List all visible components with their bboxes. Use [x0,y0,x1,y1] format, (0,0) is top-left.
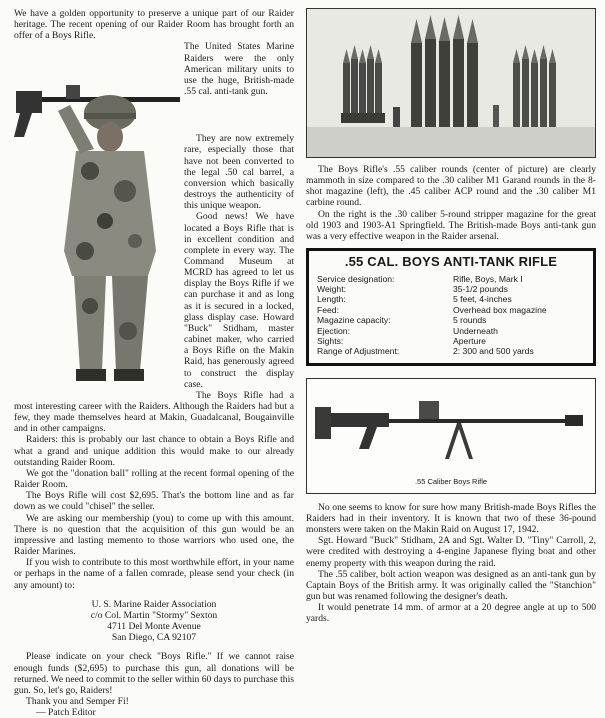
ammunition-photo [306,8,596,158]
designer-paragraph: The .55 caliber, bolt action weapon was designed as an anti-tank gun by Captain Boys of the British army. It was originally called the "Stanchion" gun but was renamed following the designer's death. [306,568,596,602]
spec-label: Weight: [317,283,346,294]
spec-value: 35-1/2 pounds [453,283,508,294]
spec-label: Feed: [317,304,339,315]
spec-value: Rifle, Boys, Mark I [453,273,523,284]
spec-value: Aperture [453,335,486,346]
rifle-photo [306,378,596,494]
membership-paragraph: We are asking our membership (you) to come up with this amount. There is no question that the acquisition of this gun would be an impressive and lasting memento to those warriors who used one, the Raider Marines. [14,512,294,558]
mailing-address [14,599,294,644]
spec-title: .55 CAL. BOYS ANTI-TANK RIFLE [344,254,558,270]
raiders-unique-paragraph: The United States Marine Raiders were the only American military units to use the huge, British-made .55 cal. anti-tank gun. [184,41,294,98]
good-news-paragraph: Good news! We have located a Boys Rifle that is in excellent condition and complete in every way. The Command Museum at MCRD has agreed to let us display the Boys Rifle if we can purchase it and as long as it is secured in a locked, glass display case. Howard "Buck" Stidham, master cabinet maker, who carried a Boys Rifle on the Makin Raid, has generously agreed to construct the display case. [184,211,294,390]
spec-row [317,284,585,294]
intro-paragraph: We have a golden opportunity to preserve a unique part of our Raider heritage. The recent opening of our Raider Room has brought forth an offer of a Boys Rifle. [14,8,294,42]
address-line-2: c/o Col. Martin "Stormy" Sexton [90,609,218,621]
thank-you-line: Thank you and Semper Fi! [26,696,129,708]
spec-row [317,274,585,284]
rarity-paragraph: They are now extremely rare, especially those that have not been converted to the legal .50 cal barrel, a conversion which basically destroys the authenticity of this unique weapon. [184,133,294,212]
spec-row [317,336,585,346]
soldier-photo [10,41,180,391]
spec-value: 5 rounds [453,315,487,326]
spec-row [317,294,585,304]
boys-rifle-illustration [307,379,595,479]
address-line-3: 4711 Del Monte Avenue [107,621,201,633]
spec-value: Underneath [453,325,498,336]
signature: — Patch Editor [36,707,96,718]
cartridges-illustration [307,9,595,157]
last-chance-paragraph: Raiders: this is probably our last chance to obtain a Boys Rifle and what a grand and unique addition this would make to our already outstanding Raider Room. [14,434,294,468]
spec-label: Sights: [317,335,344,346]
left-column [14,8,294,718]
stripper-magazine-paragraph: On the right is the .30 caliber 5-round stripper magazine for the great old 1903 and 1903-A1 Springfield. The British-made Boys anti-tank gun was a very effective weapon in the Raider arsenal. [306,208,596,242]
rifle-caption: .55 Caliber Boys Rifle [414,476,488,486]
stidham-carroll-paragraph: Sgt. Howard "Buck" Stidham, 2A and Sgt. Walter D. "Tiny" Carroll, 2, were credited with destroying a 4-engine Japanese flying boat and other enemy property with this weapon during the raid. [306,535,596,569]
spec-label: Ejection: [317,325,350,336]
spec-box [306,248,596,366]
soldier-with-rifle-illustration [10,41,180,391]
donation-ball-paragraph: We got the "donation ball" rolling at the recent formal opening of the Raider Room. [14,467,294,491]
check-instructions-paragraph: Please indicate on your check "Boys Rifle." If we cannot raise enough funds ($2,695) to purchase this gun, all donations will be returned. We need to commit to the seller within 60 days to purchase this gun. So, let's go, Raiders! [14,651,294,696]
spec-label: Range of Adjustment: [317,346,400,357]
spec-label: Magazine capacity: [317,315,391,326]
spec-row [317,346,585,356]
contribute-paragraph: If you wish to contribute to this most worthwhile effort, in your name or perhaps in the name of a fallen comrade, please send your check (in any amount) to: [14,557,294,591]
spec-value: 2: 300 and 500 yards [453,346,534,357]
spec-row [317,315,585,325]
spec-row [317,326,585,336]
spec-row [317,305,585,315]
spec-value: Overhead box magazine [453,304,547,315]
spec-label: Service designation: [317,273,395,284]
address-line-4: San Diego, CA 92107 [111,632,197,644]
address-line-1: U. S. Marine Raider Association [91,598,217,610]
inventory-paragraph: No one seems to know for sure how many British-made Boys Rifles the Raiders had in their inventory. It is known that two of these 36-pound monsters were taken on the Makin Raid on August 17, 1942. [306,501,596,536]
spec-label: Length: [317,294,346,305]
right-column [306,8,596,703]
cost-paragraph: The Boys Rifle will cost $2,695. That's the bottom line and as far down as we could "chisel" the seller. [14,490,294,513]
penetration-paragraph: It would penetrate 14 mm. of armor at a 20 degree angle at up to 500 yards. [306,602,596,625]
rounds-description-paragraph: The Boys Rifle's .55 caliber rounds (center of picture) are clearly mammoth in size compared to the .30 caliber M1 Garand rounds in the 8-shot magazine (left), the .45 caliber ACP round and the .30 caliber M1 carbine round. [306,164,596,209]
spec-value: 5 feet, 4-inches [453,294,512,305]
career-paragraph: The Boys Rifle had a most interesting career with the Raiders. Although the Raiders had but a few, they made themselves heard at Makin, Guadalcanal, Bougainville and in other campaigns. [14,389,294,435]
spec-table [317,274,585,357]
